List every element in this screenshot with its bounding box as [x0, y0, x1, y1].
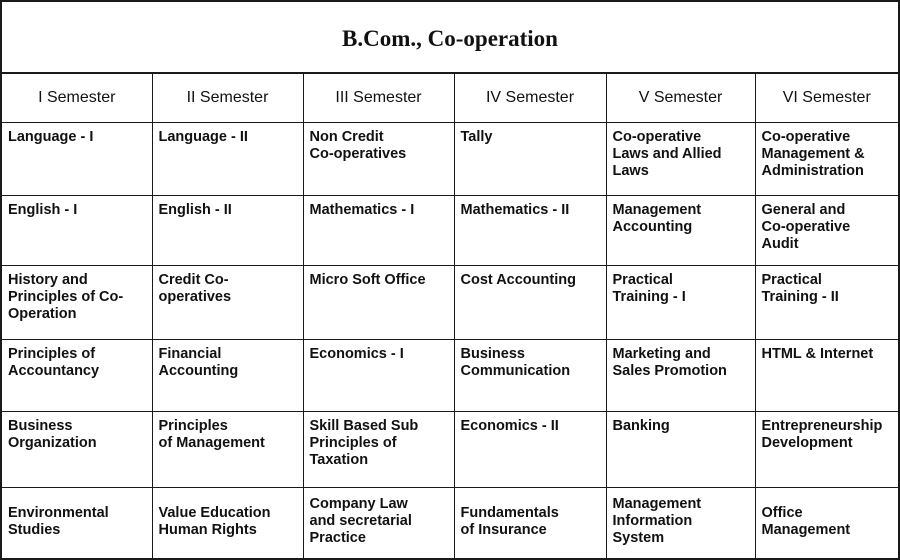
table-row	[2, 122, 898, 195]
subject-cell: Non Credit Co-operatives	[303, 122, 454, 195]
subject-cell: Company Law and secretarial Practice	[303, 487, 454, 558]
semester-header: V Semester	[606, 74, 755, 122]
subject-cell: Practical Training - II	[755, 265, 898, 339]
subject-cell: History and Principles of Co- Operation	[2, 265, 152, 339]
subject-cell: Financial Accounting	[152, 339, 303, 411]
page-title: B.Com., Co-operation	[2, 2, 898, 74]
subject-cell: Economics - II	[454, 411, 606, 487]
table-row	[2, 487, 898, 558]
subject-cell: Office Management	[755, 487, 898, 558]
subject-cell: Micro Soft Office	[303, 265, 454, 339]
subject-cell: Tally	[454, 122, 606, 195]
subject-cell: Banking	[606, 411, 755, 487]
subject-cell: Principles of Management	[152, 411, 303, 487]
table-row	[2, 265, 898, 339]
subject-cell: Co-operative Laws and Allied Laws	[606, 122, 755, 195]
subject-cell: Principles of Accountancy	[2, 339, 152, 411]
subject-cell: Marketing and Sales Promotion	[606, 339, 755, 411]
subject-cell: Cost Accounting	[454, 265, 606, 339]
semester-header: III Semester	[303, 74, 454, 122]
subject-cell: Credit Co- operatives	[152, 265, 303, 339]
subject-cell: Skill Based Sub Principles of Taxation	[303, 411, 454, 487]
subject-cell: General and Co-operative Audit	[755, 195, 898, 265]
subject-cell: Economics - I	[303, 339, 454, 411]
table-row	[2, 195, 898, 265]
subject-cell: English - I	[2, 195, 152, 265]
subject-cell: Mathematics - II	[454, 195, 606, 265]
subject-cell: Fundamentals of Insurance	[454, 487, 606, 558]
semester-table	[2, 74, 898, 558]
subject-cell: Co-operative Management & Administration	[755, 122, 898, 195]
subject-cell: Management Information System	[606, 487, 755, 558]
subject-cell: Environmental Studies	[2, 487, 152, 558]
subject-cell: English - II	[152, 195, 303, 265]
table-row	[2, 339, 898, 411]
subject-cell: Value Education Human Rights	[152, 487, 303, 558]
header-row	[2, 74, 898, 122]
semester-header: VI Semester	[755, 74, 898, 122]
subject-cell: Entrepreneurship Development	[755, 411, 898, 487]
subject-cell: Management Accounting	[606, 195, 755, 265]
subject-cell: Business Communication	[454, 339, 606, 411]
semester-header: I Semester	[2, 74, 152, 122]
subject-cell: Mathematics - I	[303, 195, 454, 265]
subject-cell: Language - II	[152, 122, 303, 195]
semester-header: II Semester	[152, 74, 303, 122]
table-row	[2, 411, 898, 487]
subject-cell: Business Organization	[2, 411, 152, 487]
subject-cell: Language - I	[2, 122, 152, 195]
subject-cell: HTML & Internet	[755, 339, 898, 411]
semester-header: IV Semester	[454, 74, 606, 122]
subject-cell: Practical Training - I	[606, 265, 755, 339]
